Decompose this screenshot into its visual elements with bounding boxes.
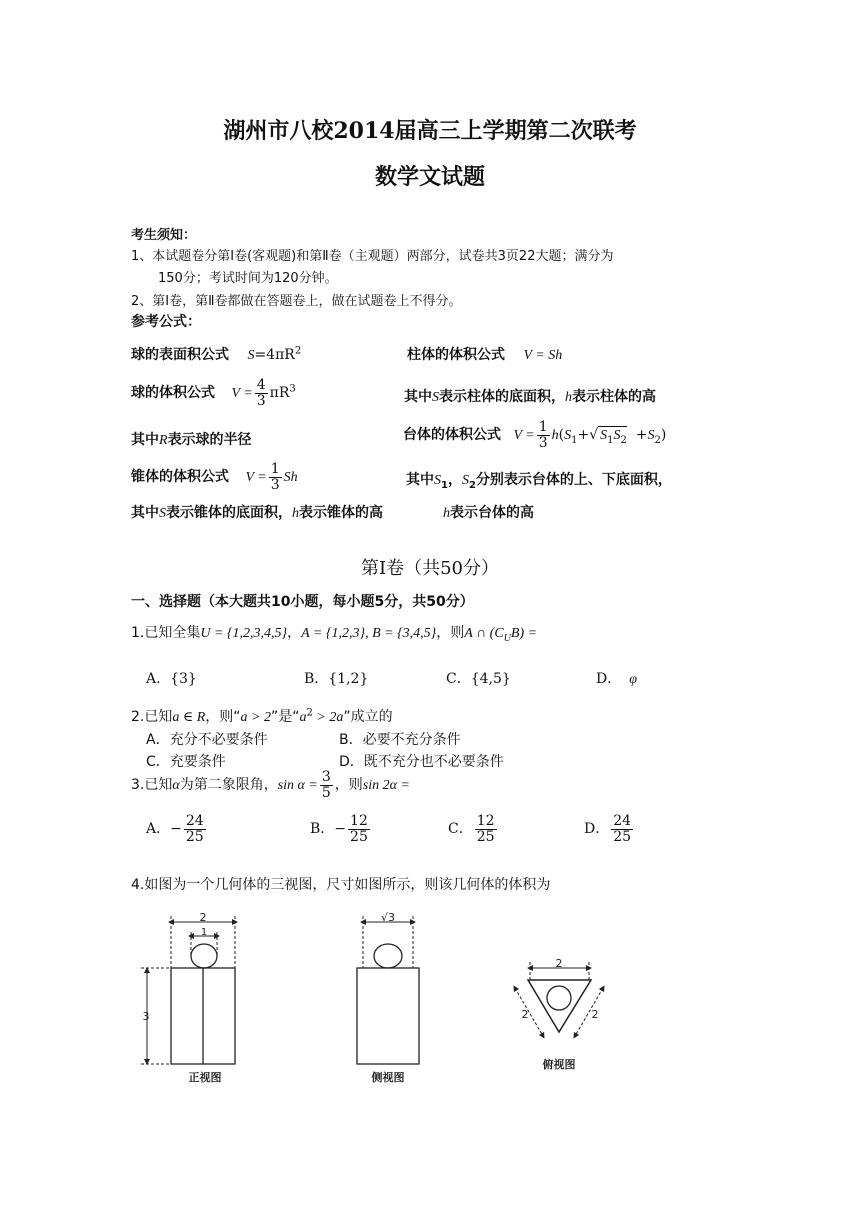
- notice-item-1: 1、本试题卷分第Ⅰ卷(客观题)和第Ⅱ卷（主观题）两部分，试卷共3页22大题；满分为: [131, 249, 614, 264]
- side-view-label: 侧视图: [371, 1071, 405, 1084]
- front-dim-2: 2: [199, 911, 207, 924]
- question-2-stem: 2.已知a ∈ R，则“a > 2”是“$a^2 > 2a$”成立的: [131, 707, 393, 725]
- q3-option-c: C． $\frac{12}{25}$: [448, 813, 495, 845]
- top-dim-2: 2: [555, 957, 563, 970]
- q2-option-b: B．必要不充分条件: [339, 732, 461, 748]
- prism-description: 其中S表示柱体的底面积，h表示柱体的高: [404, 389, 656, 405]
- radius-description: 其中R表示球的半径: [131, 432, 252, 448]
- formula-sphere-volume: 球的体积公式 V = $\frac{4}{3}$ $\pi R^3$: [131, 377, 296, 409]
- q3-option-a: A．− $\frac{24}{25}$: [146, 813, 204, 845]
- q1-option-c: C．{4,5}: [446, 671, 511, 687]
- question-3-stem: 3.已知α为第二象限角，sin α = $\frac{3}{5}$ ，则sin 2α =: [131, 769, 410, 801]
- formulas-heading: 参考公式：: [131, 314, 201, 330]
- q2-option-a: A．充分不必要条件: [146, 732, 268, 748]
- side-view: [357, 911, 419, 1084]
- sphere-area-label: 球的表面积公式: [131, 347, 229, 363]
- front-view: [141, 911, 235, 1084]
- q1-option-b: B．{1,2}: [304, 671, 369, 687]
- formula-prism-volume: 柱体的体积公式 V = Sh: [407, 347, 563, 363]
- notice-heading: 考生须知：: [131, 228, 197, 243]
- frustum-description: 其中$S_1$，$S_2$分别表示台体的上、下底面积，: [406, 472, 672, 491]
- cone-description: 其中S表示锥体的底面积，h表示锥体的高: [131, 505, 383, 521]
- side-dim-sqrt3: √3: [380, 911, 396, 924]
- q1-option-a: A．{3}: [146, 671, 197, 687]
- top-view-label: 俯视图: [542, 1058, 576, 1071]
- top-view: [515, 957, 603, 1071]
- question-1-stem: 1.已知全集U = {1,2,3,4,5}，A = {1,2,3}, B = {3,4,5}，则A ∩ $(C_UB)$ =: [131, 625, 538, 644]
- formula-cone-volume: 锥体的体积公式 V = $\frac{1}{3}$ Sh: [131, 461, 298, 493]
- notice-item-2: 2、第Ⅰ卷，第Ⅱ卷都做在答题卷上，做在试题卷上不得分。: [131, 294, 462, 309]
- formula-sphere-area: 球的表面积公式 $S=4\pi R^2$: [131, 345, 302, 363]
- q3-option-d: D． $\frac{24}{25}$: [584, 813, 632, 845]
- front-dim-3: 3: [142, 1010, 150, 1023]
- q2-option-d: D．既不充分也不必要条件: [339, 754, 504, 770]
- notice-item-1-cont: 150分；考试时间为120分钟。: [158, 271, 338, 286]
- top-dim-left: 2: [521, 1008, 529, 1021]
- front-dim-1: 1: [200, 927, 208, 938]
- frustum-height-description: h表示台体的高: [443, 505, 534, 521]
- front-view-label: 正视图: [188, 1071, 222, 1084]
- q2-option-c: C．充要条件: [146, 754, 226, 770]
- question-4-stem: 4.如图为一个几何体的三视图，尺寸如图所示，则该几何体的体积为: [131, 877, 551, 893]
- top-dim-right: 2: [591, 1008, 599, 1021]
- part-heading: 一、选择题（本大题共10小题，每小题5分，共50分）: [131, 594, 474, 610]
- q3-option-b: B．− $\frac{12}{25}$: [310, 813, 368, 845]
- q1-option-d: D． φ: [596, 671, 637, 687]
- three-view-figure: [125, 900, 655, 1085]
- exam-title: 湖州市八校2014届高三上学期第二次联考: [223, 118, 637, 144]
- exam-subtitle: 数学文试题: [374, 164, 485, 190]
- formula-frustum-volume: 台体的体积公式 V = $\frac{1}{3}$ $h(S_1+√$ $S_1S_2 +S_2$): [403, 419, 667, 451]
- section-title: 第Ⅰ卷（共50分）: [360, 558, 499, 579]
